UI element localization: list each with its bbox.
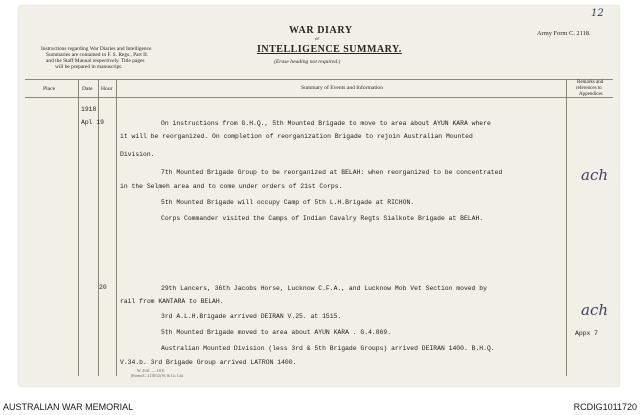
entry-1-line-4: 7th Mounted Brigade Group to be reorganized at BELAH: when reorganized to be concentrated — [161, 169, 503, 176]
imprint-line-1: W. 4141. — 1118. — [137, 369, 165, 373]
entry-2-line-4: 5th Mounted Brigade moved to area about AYUN KARA . G.4.869. — [161, 329, 392, 336]
footer-id: RCDIG1011720 — [573, 402, 637, 412]
instructions-line-2: Summaries are contained in F. S. Regs., Part II. — [46, 52, 149, 58]
page-title: WAR DIARY — [289, 25, 353, 36]
entry-2-line-2: rail from KANTARA to BELAH. — [120, 298, 224, 305]
entry-1-line-7: Corps Commander visited the Camps of Indian Cavalry Regts Sialkote Brigade at BELAH. — [161, 215, 484, 222]
appendix-reference: Appx 7 — [575, 330, 599, 337]
col-divider-place — [78, 79, 79, 376]
col-header-date: Date — [82, 86, 93, 92]
instructions-line-4: will be prepared in manuscript. — [55, 64, 123, 70]
subtitle-note: (Erase heading not required.) — [274, 59, 341, 65]
initials-entry-2: ach — [581, 301, 609, 319]
entry-1-line-2: it will be reorganized. On completion of reorganization Brigade to rejoin Australian Mounted — [120, 133, 473, 140]
entry-2-line-6: V.34.b. 3rd Brigade Group arrived LATRON 1400. — [120, 359, 297, 366]
instructions-line-1: Instructions regarding War Diaries and Intelligence — [41, 46, 152, 52]
diary-sheet — [19, 6, 619, 386]
entry-2-line-1: 29th Lancers, 36th Jacobs Horse, Lucknow C.F.A., and Lucknow Mob Vet Section moved by — [161, 285, 487, 292]
entry-1-line-1: On instructions from G.H.Q., 5th Mounted Brigade to move to area about AYUN KARA where — [161, 120, 491, 127]
entry-year: 1918 — [81, 106, 97, 113]
col-divider-remarks — [566, 79, 567, 376]
col-header-remarks-3: Appendices — [579, 92, 603, 97]
header-bottom-rule — [25, 97, 613, 98]
title-or: or — [315, 37, 320, 42]
page-number: 12 — [591, 8, 604, 19]
col-header-remarks-1: Remarks and — [577, 80, 604, 85]
initials-entry-1: ach — [581, 166, 609, 184]
page-subtitle: INTELLIGENCE SUMMARY. — [257, 44, 402, 55]
entry-date-1: Apl 19 — [81, 119, 105, 126]
form-number: Army Form C. 2118. — [537, 30, 591, 37]
entry-2-line-3: 3rd A.L.H.Brigade arrived DEIRAN V.25. at 1515. — [161, 313, 342, 320]
entry-2-line-5: Australian Mounted Division (less 3rd & 5th Brigade Groups) arrived DEIRAN 1400. B.H.Q. — [161, 345, 495, 352]
imprint-line-2: (Forms/C. 2118/12) W. & Co. Ltd. — [131, 374, 184, 378]
instructions-line-3: and the Staff Manual respectively. Title pages — [46, 58, 145, 64]
col-header-place: Place — [43, 86, 56, 92]
entry-date-2: 20 — [99, 284, 107, 291]
table-top-rule — [25, 79, 613, 80]
col-header-remarks-2: references to — [576, 86, 602, 91]
entry-1-line-6: 5th Mounted Brigade will occupy Camp of 5th L.H.Brigade at RICHON. — [161, 199, 415, 206]
entry-1-line-5: in the Selmeh area and to come under orders of 21st Corps. — [120, 183, 343, 190]
entry-1-line-3: Division. — [120, 151, 155, 158]
col-divider-hour — [116, 79, 117, 376]
footer-source: AUSTRALIAN WAR MEMORIAL — [3, 402, 134, 412]
col-header-summary: Summary of Events and Information — [301, 85, 384, 91]
col-header-hour: Hour — [101, 86, 113, 92]
